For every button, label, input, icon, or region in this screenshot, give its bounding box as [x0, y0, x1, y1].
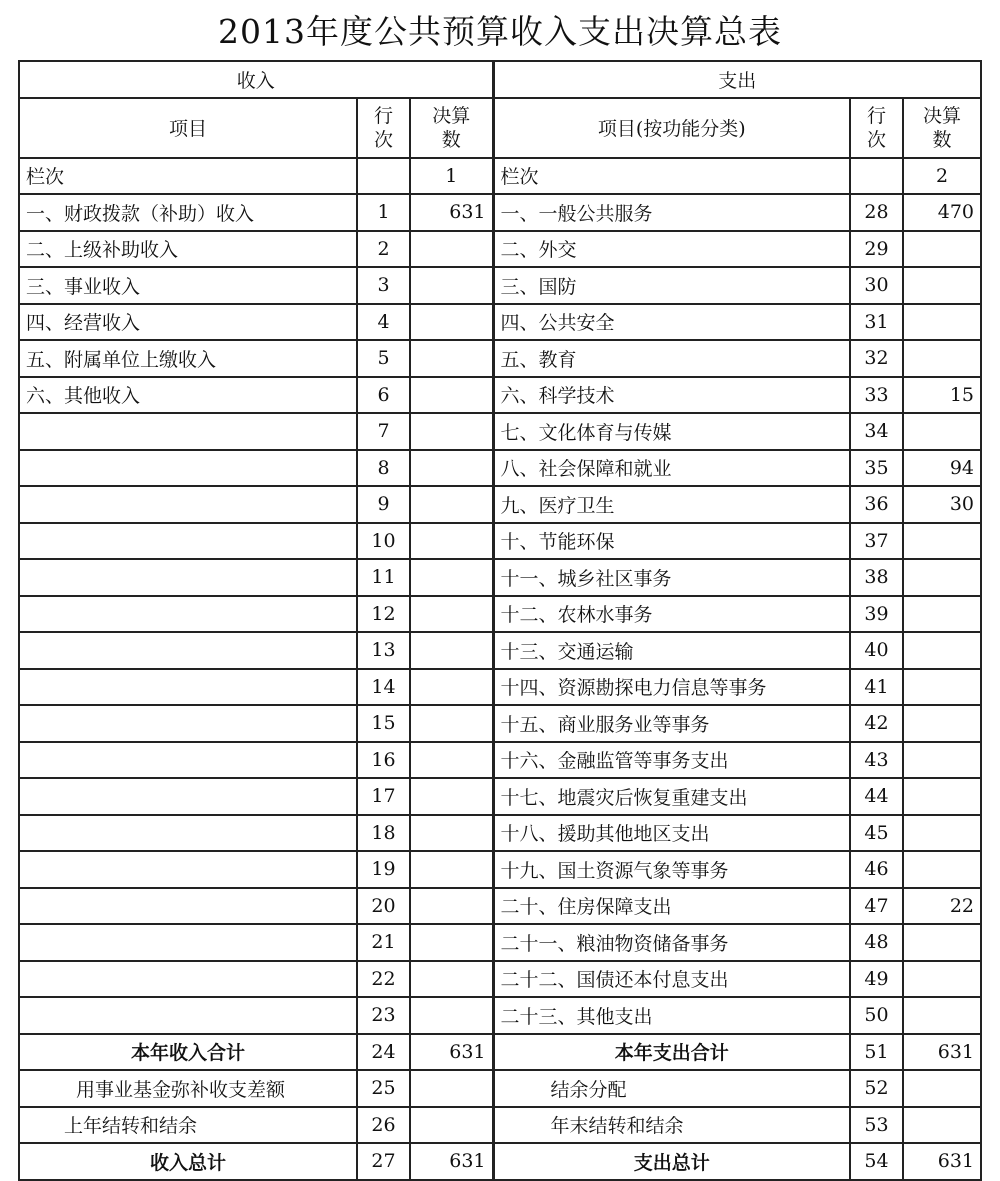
table-row: [19, 669, 981, 706]
expense-column-index: 2: [903, 158, 981, 195]
income-amount: [410, 340, 493, 377]
expense-section-header: 支出: [493, 61, 981, 98]
prev-carry-no: 26: [357, 1107, 410, 1144]
table-row: [19, 194, 981, 231]
expense-row-no: 32: [850, 340, 903, 377]
income-row-no: 18: [357, 815, 410, 852]
expense-item: 十三、交通运输: [493, 632, 850, 669]
expense-column-index-label: 栏次: [493, 158, 850, 195]
prev-carry-label: 上年结转和结余: [19, 1107, 357, 1144]
expense-grand-total-label: 支出总计: [493, 1143, 850, 1180]
expense-amount: [903, 924, 981, 961]
expense-amount: [903, 304, 981, 341]
income-item: [19, 632, 357, 669]
income-row-no: 20: [357, 888, 410, 925]
income-amount: [410, 778, 493, 815]
surplus-distribution-amount: [903, 1070, 981, 1107]
income-amount: [410, 450, 493, 487]
table-row: [19, 377, 981, 414]
expense-amount: [903, 523, 981, 560]
income-amount: [410, 888, 493, 925]
table-row: [19, 705, 981, 742]
income-item: [19, 997, 357, 1034]
expense-row-no: 41: [850, 669, 903, 706]
income-row-no: 16: [357, 742, 410, 779]
expense-row-no: 37: [850, 523, 903, 560]
expense-amount: [903, 632, 981, 669]
row-no-header-line1: 行: [373, 104, 393, 127]
income-amount: [410, 742, 493, 779]
expense-row-no: 45: [850, 815, 903, 852]
income-amount: [410, 486, 493, 523]
row-no-header-line2: 次: [866, 128, 886, 151]
expense-amount: [903, 267, 981, 304]
table-row: [19, 924, 981, 961]
amount-header-line1: 决算: [432, 104, 471, 127]
income-amount-header: [410, 98, 493, 158]
expense-amount: [903, 596, 981, 633]
expense-item: 三、国防: [493, 267, 850, 304]
expense-amount: [903, 742, 981, 779]
expense-row-no: 48: [850, 924, 903, 961]
income-item: [19, 924, 357, 961]
table-row: [19, 413, 981, 450]
table-row: [19, 851, 981, 888]
table-row: [19, 815, 981, 852]
income-amount: [410, 924, 493, 961]
expense-row-no: 36: [850, 486, 903, 523]
expense-amount: 22: [903, 888, 981, 925]
income-amount: [410, 997, 493, 1034]
expense-row-no: 50: [850, 997, 903, 1034]
table-row: [19, 267, 981, 304]
table-row: [19, 486, 981, 523]
expense-amount: 30: [903, 486, 981, 523]
expense-row-no: 31: [850, 304, 903, 341]
income-row-no: 12: [357, 596, 410, 633]
income-item: 三、事业收入: [19, 267, 357, 304]
income-row-no: 23: [357, 997, 410, 1034]
table-row: [19, 888, 981, 925]
expense-item: 十九、国土资源气象等事务: [493, 851, 850, 888]
expense-item: 十八、援助其他地区支出: [493, 815, 850, 852]
income-section-header: 收入: [19, 61, 493, 98]
expense-amount: [903, 778, 981, 815]
income-amount: [410, 596, 493, 633]
fund-no: 25: [357, 1070, 410, 1107]
expense-row-no: 35: [850, 450, 903, 487]
income-amount: [410, 961, 493, 998]
grand-total-row: [19, 1143, 981, 1180]
expense-grand-total-no: 54: [850, 1143, 903, 1180]
expense-amount: [903, 997, 981, 1034]
expense-column-index-blank: [850, 158, 903, 195]
page-title: 2013年度公共预算收入支出决算总表: [218, 12, 782, 51]
income-row-no: 17: [357, 778, 410, 815]
expense-item: 五、教育: [493, 340, 850, 377]
amount-header-line2: 数: [932, 128, 952, 151]
expense-row-no: 30: [850, 267, 903, 304]
year-income-total-no: 24: [357, 1034, 410, 1071]
income-amount: [410, 851, 493, 888]
expense-item: 一、一般公共服务: [493, 194, 850, 231]
end-carry-no: 53: [850, 1107, 903, 1144]
income-item: 四、经营收入: [19, 304, 357, 341]
expense-amount: [903, 815, 981, 852]
income-item-header: 项目: [19, 98, 357, 158]
income-row-no: 14: [357, 669, 410, 706]
income-item: 一、财政拨款（补助）收入: [19, 194, 357, 231]
income-amount: [410, 632, 493, 669]
income-amount: [410, 705, 493, 742]
expense-item: 二十二、国债还本付息支出: [493, 961, 850, 998]
income-grand-total-no: 27: [357, 1143, 410, 1180]
expense-amount: [903, 961, 981, 998]
expense-item: 十一、城乡社区事务: [493, 559, 850, 596]
income-item: [19, 815, 357, 852]
income-amount: [410, 267, 493, 304]
expense-item: 二十一、粮油物资储备事务: [493, 924, 850, 961]
expense-amount: [903, 413, 981, 450]
income-amount: [410, 231, 493, 268]
row-no-header-line1: 行: [866, 104, 886, 127]
table-row: [19, 961, 981, 998]
income-amount: 631: [410, 194, 493, 231]
budget-table: [18, 60, 982, 1181]
income-row-no-header: [357, 98, 410, 158]
income-row-no: 2: [357, 231, 410, 268]
income-row-no: 6: [357, 377, 410, 414]
income-row-no: 13: [357, 632, 410, 669]
amount-header-line1: 决算: [922, 104, 961, 127]
year-total-row: [19, 1034, 981, 1071]
expense-item: 二十、住房保障支出: [493, 888, 850, 925]
income-item: [19, 523, 357, 560]
income-item: [19, 559, 357, 596]
section-header-row: [19, 61, 981, 98]
income-row-no: 10: [357, 523, 410, 560]
expense-amount: [903, 669, 981, 706]
column-header-row: [19, 98, 981, 158]
fund-label: 用事业基金弥补收支差额: [19, 1070, 357, 1107]
expense-row-no-header: [850, 98, 903, 158]
income-item: [19, 778, 357, 815]
expense-row-no: 49: [850, 961, 903, 998]
income-item: [19, 413, 357, 450]
expense-grand-total-amount: 631: [903, 1143, 981, 1180]
income-row-no: 21: [357, 924, 410, 961]
table-row: [19, 450, 981, 487]
income-item: 六、其他收入: [19, 377, 357, 414]
expense-amount: [903, 851, 981, 888]
income-column-index-label: 栏次: [19, 158, 357, 195]
year-income-total-amount: 631: [410, 1034, 493, 1071]
table-row: [19, 304, 981, 341]
table-row: [19, 778, 981, 815]
table-row: [19, 997, 981, 1034]
expense-row-no: 44: [850, 778, 903, 815]
end-carry-label: 年末结转和结余: [493, 1107, 850, 1144]
expense-item-header: 项目(按功能分类): [493, 98, 850, 158]
expense-row-no: 38: [850, 559, 903, 596]
income-item: [19, 596, 357, 633]
expense-row-no: 43: [850, 742, 903, 779]
income-amount: [410, 413, 493, 450]
income-row-no: 3: [357, 267, 410, 304]
income-amount: [410, 304, 493, 341]
income-item: [19, 851, 357, 888]
column-index-row: [19, 158, 981, 195]
expense-item: 四、公共安全: [493, 304, 850, 341]
expense-row-no: 47: [850, 888, 903, 925]
income-grand-total-amount: 631: [410, 1143, 493, 1180]
expense-item: 十四、资源勘探电力信息等事务: [493, 669, 850, 706]
expense-item: 九、医疗卫生: [493, 486, 850, 523]
table-row: [19, 231, 981, 268]
income-item: [19, 961, 357, 998]
income-row-no: 4: [357, 304, 410, 341]
surplus-distribution-no: 52: [850, 1070, 903, 1107]
income-amount: [410, 559, 493, 596]
income-item: [19, 888, 357, 925]
income-item: [19, 486, 357, 523]
expense-row-no: 42: [850, 705, 903, 742]
expense-item: 七、文化体育与传媒: [493, 413, 850, 450]
income-item: 二、上级补助收入: [19, 231, 357, 268]
income-amount: [410, 815, 493, 852]
expense-amount: 15: [903, 377, 981, 414]
income-item: [19, 742, 357, 779]
fund-row: [19, 1070, 981, 1107]
expense-amount-header: [903, 98, 981, 158]
table-row: [19, 340, 981, 377]
income-row-no: 22: [357, 961, 410, 998]
income-column-index-blank: [357, 158, 410, 195]
income-row-no: 8: [357, 450, 410, 487]
totals-body: [19, 1034, 981, 1180]
expense-amount: [903, 231, 981, 268]
year-income-total-label: 本年收入合计: [19, 1034, 357, 1071]
surplus-distribution-label: 结余分配: [493, 1070, 850, 1107]
table-row: [19, 559, 981, 596]
expense-item: 二、外交: [493, 231, 850, 268]
income-row-no: 15: [357, 705, 410, 742]
income-item: 五、附属单位上缴收入: [19, 340, 357, 377]
table-row: [19, 596, 981, 633]
expense-amount: [903, 705, 981, 742]
income-row-no: 19: [357, 851, 410, 888]
income-row-no: 9: [357, 486, 410, 523]
expense-item: 十七、地震灾后恢复重建支出: [493, 778, 850, 815]
expense-row-no: 29: [850, 231, 903, 268]
year-expense-total-amount: 631: [903, 1034, 981, 1071]
expense-row-no: 40: [850, 632, 903, 669]
expense-row-no: 46: [850, 851, 903, 888]
income-row-no: 5: [357, 340, 410, 377]
expense-item: 十二、农林水事务: [493, 596, 850, 633]
amount-header-line2: 数: [441, 128, 461, 151]
income-amount: [410, 523, 493, 560]
expense-amount: [903, 559, 981, 596]
expense-row-no: 39: [850, 596, 903, 633]
expense-item: 六、科学技术: [493, 377, 850, 414]
expense-item: 二十三、其他支出: [493, 997, 850, 1034]
income-row-no: 7: [357, 413, 410, 450]
income-grand-total-label: 收入总计: [19, 1143, 357, 1180]
income-item: [19, 450, 357, 487]
expense-item: 十六、金融监管等事务支出: [493, 742, 850, 779]
fund-amount: [410, 1070, 493, 1107]
income-column-index: 1: [410, 158, 493, 195]
income-row-no: 11: [357, 559, 410, 596]
table-row: [19, 742, 981, 779]
expense-amount: 94: [903, 450, 981, 487]
expense-row-no: 28: [850, 194, 903, 231]
year-expense-total-no: 51: [850, 1034, 903, 1071]
expense-item: 八、社会保障和就业: [493, 450, 850, 487]
expense-row-no: 34: [850, 413, 903, 450]
income-amount: [410, 669, 493, 706]
income-row-no: 1: [357, 194, 410, 231]
table-body: [19, 61, 981, 1034]
expense-amount: 470: [903, 194, 981, 231]
expense-row-no: 33: [850, 377, 903, 414]
table-row: [19, 523, 981, 560]
table-row: [19, 632, 981, 669]
income-item: [19, 705, 357, 742]
expense-item: 十、节能环保: [493, 523, 850, 560]
expense-amount: [903, 340, 981, 377]
expense-item: 十五、商业服务业等事务: [493, 705, 850, 742]
income-amount: [410, 377, 493, 414]
row-no-header-line2: 次: [373, 128, 393, 151]
income-item: [19, 669, 357, 706]
year-expense-total-label: 本年支出合计: [493, 1034, 850, 1071]
